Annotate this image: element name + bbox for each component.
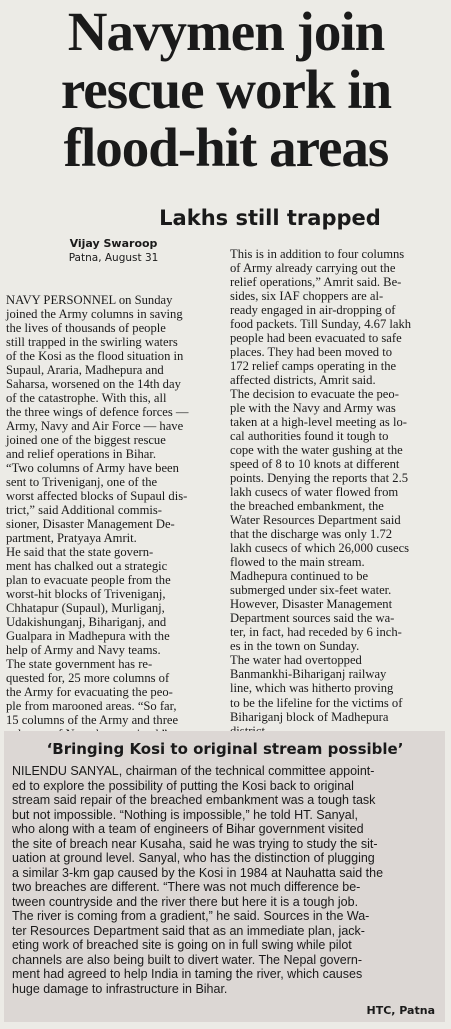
text-line: ment has chalked out a strategic [6,559,168,574]
text-line: of the catastrophe. With this, all [6,391,167,406]
text-line: Supaul, Araria, Madhepura and [6,363,164,378]
author-name: Vijay Swaroop [69,237,158,250]
headline-line: Navymen join [67,1,385,62]
text-line: submerged under six-feet water. [230,583,392,598]
text-line: sent to Triveniganj, one of the [6,475,158,490]
text-line: 15 columns of the Army and three [6,713,179,728]
text-line: es in the town on Sunday. [230,639,360,654]
text-line: This is in addition to four columns [230,247,405,261]
text-line: Department sources said the wa- [230,611,395,626]
text-line: Banmankhi-Bihariganj railway [230,667,387,682]
text-line: ple with the Navy and Army was [230,401,396,416]
headline-line: rescue work in [60,59,392,120]
text-line: huge damage to infrastructure in Bihar. [12,981,228,996]
text-line: “Two columns of Army have been [6,461,179,476]
text-line: but not impossible. “Nothing is impossible,” he told HT. Sanyal, [12,807,358,822]
byline [6,237,221,265]
headline [6,1,446,178]
text-line: partment, Pratyaya Amrit. [6,531,137,546]
text-line: lakh cusecs of which 26,000 cusecs [230,541,410,556]
text-line: eting work of breached site is going on in full swing while pilot [12,938,352,952]
text-line: Saharsa, worsened on the 14th day [6,377,181,392]
sidebar-credit: HTC, Patna [366,1004,435,1017]
text-line: points. Denying the reports that 2.5 [230,471,409,486]
text-line: taken at a high-level meeting as lo- [230,415,407,430]
text-line: Gualpara in Madhepura with the [6,629,170,644]
text-line: worst affected blocks of Supaul dis- [6,489,188,504]
text-line: ready engaged in air-dropping of [230,303,396,318]
text-line: food packets. Till Sunday, 4.67 lakh [230,317,412,332]
text-line: The state government has re- [6,657,153,672]
article-column-right [230,247,446,738]
text-line: the Army for evacuating the peo- [6,685,173,700]
text-line: lakh cusecs of water flowed from [230,485,399,500]
text-line: places. They had been moved to [230,345,393,360]
text-line: plan to evacuate people from the [6,573,171,588]
text-line: ple from marooned areas. “So far, [6,699,177,714]
text-line: relief operations,” Amrit said. Be- [230,275,402,290]
text-line: sioner, Disaster Management De- [6,517,175,532]
text-line: ment had agreed to help India in taming the river, which causes [12,967,363,981]
headline-line: flood-hit areas [63,117,389,178]
text-line: to be the lifeline for the victims of [230,695,403,710]
text-line: joined one of the biggest rescue [6,433,166,448]
text-line: help of Army and Navy teams. [6,643,161,658]
text-line: sides, six IAF choppers are al- [230,289,384,304]
text-line: Chhatapur (Supaul), Murliganj, [6,601,165,616]
text-line: 172 relief camps operating in the [230,359,397,374]
text-line: that the discharge was only 1.72 [230,527,393,542]
text-line: of the Kosi as the flood situation in [6,349,184,364]
text-line: joined the Army columns in saving [6,307,183,322]
dateline: Patna, August 31 [68,252,159,264]
text-line: Army, Navy and Air Force — have [6,419,184,434]
text-line: the site of breach near Kusaha, said he was trying to study the sit- [12,836,378,851]
text-line: flowed to the main stream. [230,555,365,570]
text-line: line, which was hitherto proving [230,681,394,696]
text-line: the lives of thousands of people [6,321,166,336]
text-line: the three wings of defence forces — [6,405,189,420]
text-line: affected districts, Amrit said. [230,373,376,388]
text-line: stream said repair of the breached embankment was a tough task [12,793,376,807]
text-line: speed of 8 to 10 knots at different [230,457,400,472]
text-line: cal authorities found it tough to [230,429,389,444]
text-line: a similar 3-km gap caused by the Kosi in 1984 at Nauhatta said the [12,865,384,880]
text-line: ter Resources Department said that as an immediate plan, jack- [12,923,365,938]
text-line: ed to explore the possibility of putting the Kosi back to original [12,778,354,793]
text-line: cope with the water gushing at the [230,443,403,458]
text-line: the breached embankment, the [230,499,384,514]
text-line: ter, in fact, had receded by 6 inch- [230,625,402,640]
sidebar-body [12,764,440,996]
text-line: who along with a team of engineers of Bihar government visited [12,822,364,836]
text-line: The water had overtopped [230,653,362,668]
text-line: two breaches are different. “There was not much difference be- [12,880,361,894]
text-line: Water Resources Department said [230,513,401,528]
text-line: The river is coming from a gradient,” he said. Sources in the Wa- [12,909,370,923]
text-line: channels are also being built to divert water. The Nepal govern- [12,952,362,967]
text-line: worst-hit blocks of Triveniganj, [6,587,166,602]
text-line: still trapped in the swirling waters [6,335,178,350]
text-line: Bihariganj block of Madhepura [230,709,389,724]
sidebar-box [4,731,445,1022]
text-line: people had been evacuated to safe [230,331,402,346]
text-line: The decision to evacuate the peo- [230,387,399,402]
text-line: Madhepura continued to be [230,569,369,584]
text-line: However, Disaster Management [230,597,393,612]
text-line: NAVY PERSONNEL on Sunday [6,293,173,307]
text-line: He said that the state govern- [6,545,154,560]
text-line: and relief operations in Bihar. [6,447,157,462]
sidebar-title: ‘Bringing Kosi to original stream possible’ [46,740,404,758]
text-line: trict,” said Additional commis- [6,503,162,518]
text-line: quested for, 25 more columns of [6,671,170,686]
text-line: uation at ground level. Sanyal, who has the distinction of plugging [12,851,375,865]
text-line: NILENDU SANYAL, chairman of the technical committee appoint- [12,764,375,778]
subheadline: Lakhs still trapped [159,206,381,230]
article-column-left [6,293,224,742]
text-line: Udakishunganj, Bihariganj, and [6,615,167,630]
text-line: of Army already carrying out the [230,261,396,276]
text-line: tween countryside and the river there but here it is a tough job. [12,894,359,909]
